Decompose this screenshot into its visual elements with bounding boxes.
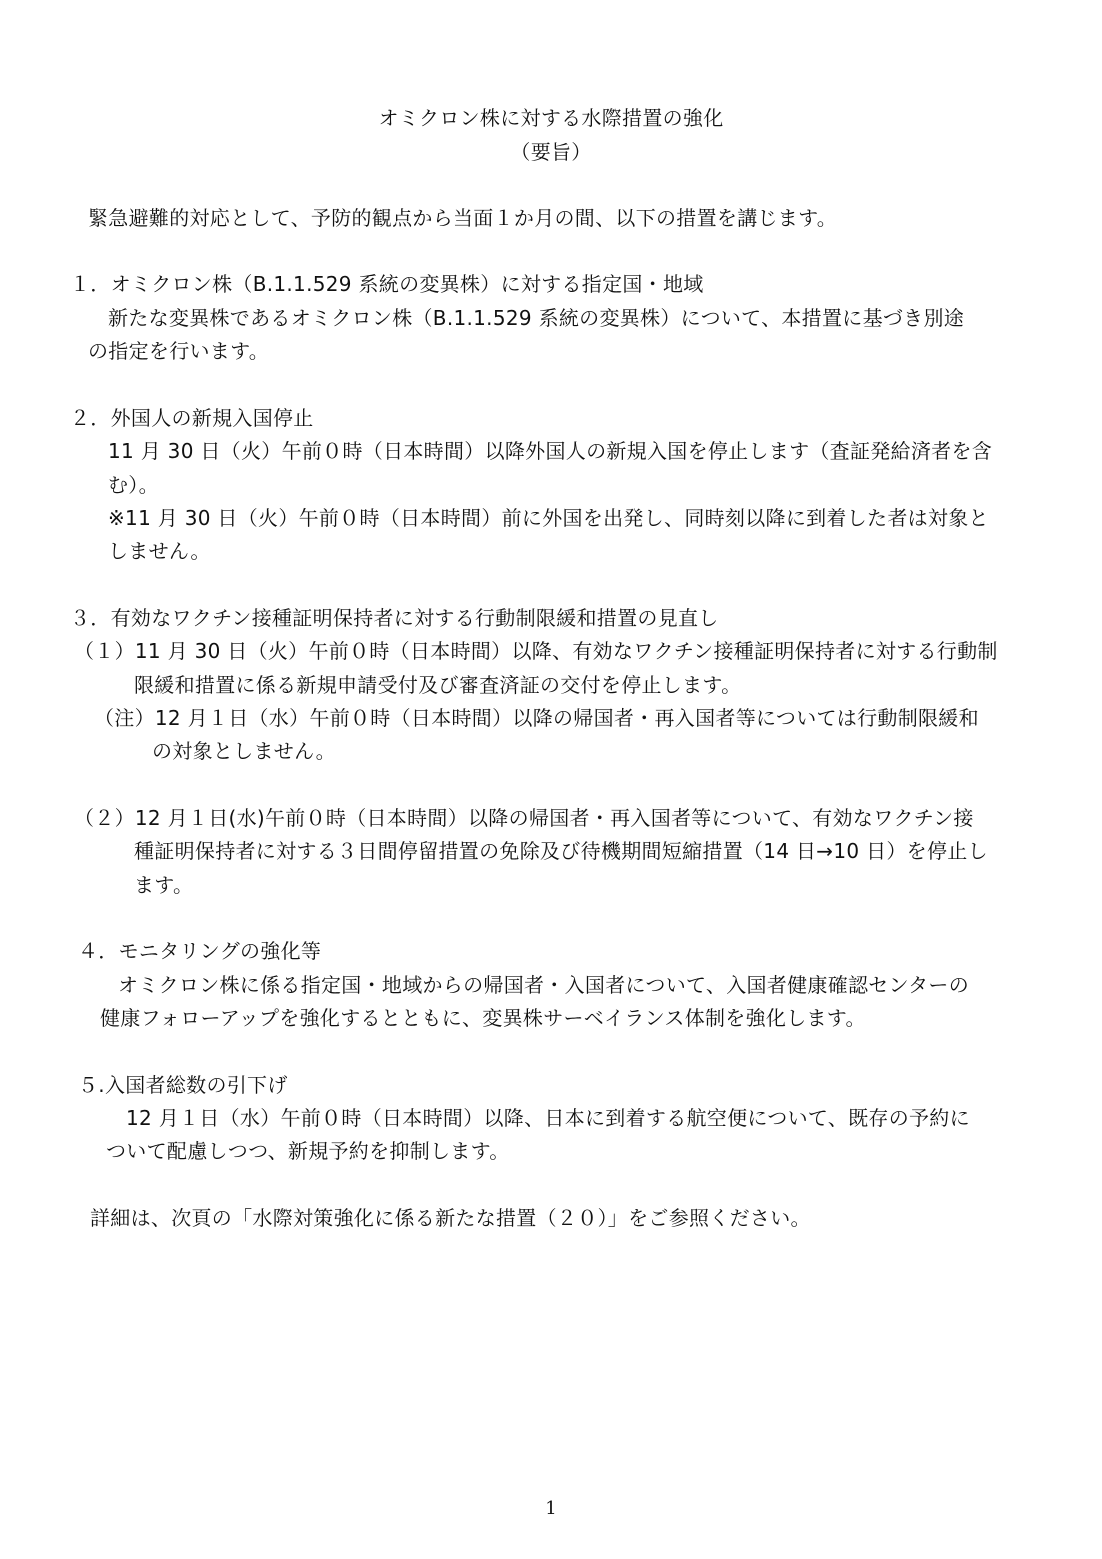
note-text-line: しません。 bbox=[108, 539, 211, 563]
document-subtitle: （要旨） bbox=[510, 140, 592, 164]
page-number: 1 bbox=[545, 1498, 557, 1519]
section-text-line: 11 月 30 日（火）午前０時（日本時間）以降外国人の新規入国を停止します（査証発給済者を含 bbox=[108, 439, 993, 463]
section-heading: ２．外国人の新規入国停止 bbox=[70, 406, 314, 430]
subitem-2-line: 種証明保持者に対する３日間停留措置の免除及び待機期間短縮措置（14 日→10 日）を停止し bbox=[134, 839, 988, 863]
subitem-note-line: の対象としません。 bbox=[152, 739, 336, 763]
section-heading: ４．モニタリングの強化等 bbox=[78, 939, 322, 963]
section-heading: ３．有効なワクチン接種証明保持者に対する行動制限緩和措置の見直し bbox=[70, 606, 719, 630]
subitem-2-line: （２）12 月１日(水)午前０時（日本時間）以降の帰国者・再入国者等について、有効なワクチン接 bbox=[74, 806, 974, 830]
section-heading: １．オミクロン株（B.1.1.529 系統の変異株）に対する指定国・地域 bbox=[70, 272, 704, 296]
subitem-1-line: （１）11 月 30 日（火）午前０時（日本時間）以降、有効なワクチン接種証明保持者に対する行動制 bbox=[74, 639, 998, 663]
document-title: オミクロン株に対する水際措置の強化 bbox=[378, 106, 724, 130]
closing-paragraph: 詳細は、次頁の「水際対策強化に係る新たな措置（２０）」をご参照ください。 bbox=[90, 1206, 811, 1230]
section-text-line: む）。 bbox=[108, 473, 159, 497]
section-text-line: の指定を行います。 bbox=[88, 339, 270, 363]
section-heading: ５.入国者総数の引下げ bbox=[78, 1073, 288, 1097]
subitem-note-line: （注）12 月１日（水）午前０時（日本時間）以降の帰国者・再入国者等については行動制限緩和 bbox=[94, 706, 979, 730]
section-text-line: 12 月１日（水）午前０時（日本時間）以降、日本に到着する航空便について、既存の予約に bbox=[126, 1106, 970, 1130]
subitem-1-line: 限緩和措置に係る新規申請受付及び審査済証の交付を停止します。 bbox=[134, 673, 742, 697]
section-text-line: 健康フォローアップを強化するとともに、変異株サーベイランス体制を強化します。 bbox=[100, 1006, 866, 1030]
section-text-line: 新たな変異株であるオミクロン株（B.1.1.529 系統の変異株）について、本措置に基づき別途 bbox=[108, 306, 965, 330]
note-text-line: ※11 月 30 日（火）午前０時（日本時間）前に外国を出発し、同時刻以降に到着した者は対象と bbox=[108, 506, 989, 530]
subitem-2-line: ます。 bbox=[134, 873, 194, 897]
section-text-line: ついて配慮しつつ、新規予約を抑制します。 bbox=[106, 1139, 510, 1163]
section-text-line: オミクロン株に係る指定国・地域からの帰国者・入国者について、入国者健康確認センターの bbox=[118, 973, 969, 997]
intro-paragraph: 緊急避難的対応として、予防的観点から当面１か月の間、以下の措置を講じます。 bbox=[88, 206, 838, 230]
